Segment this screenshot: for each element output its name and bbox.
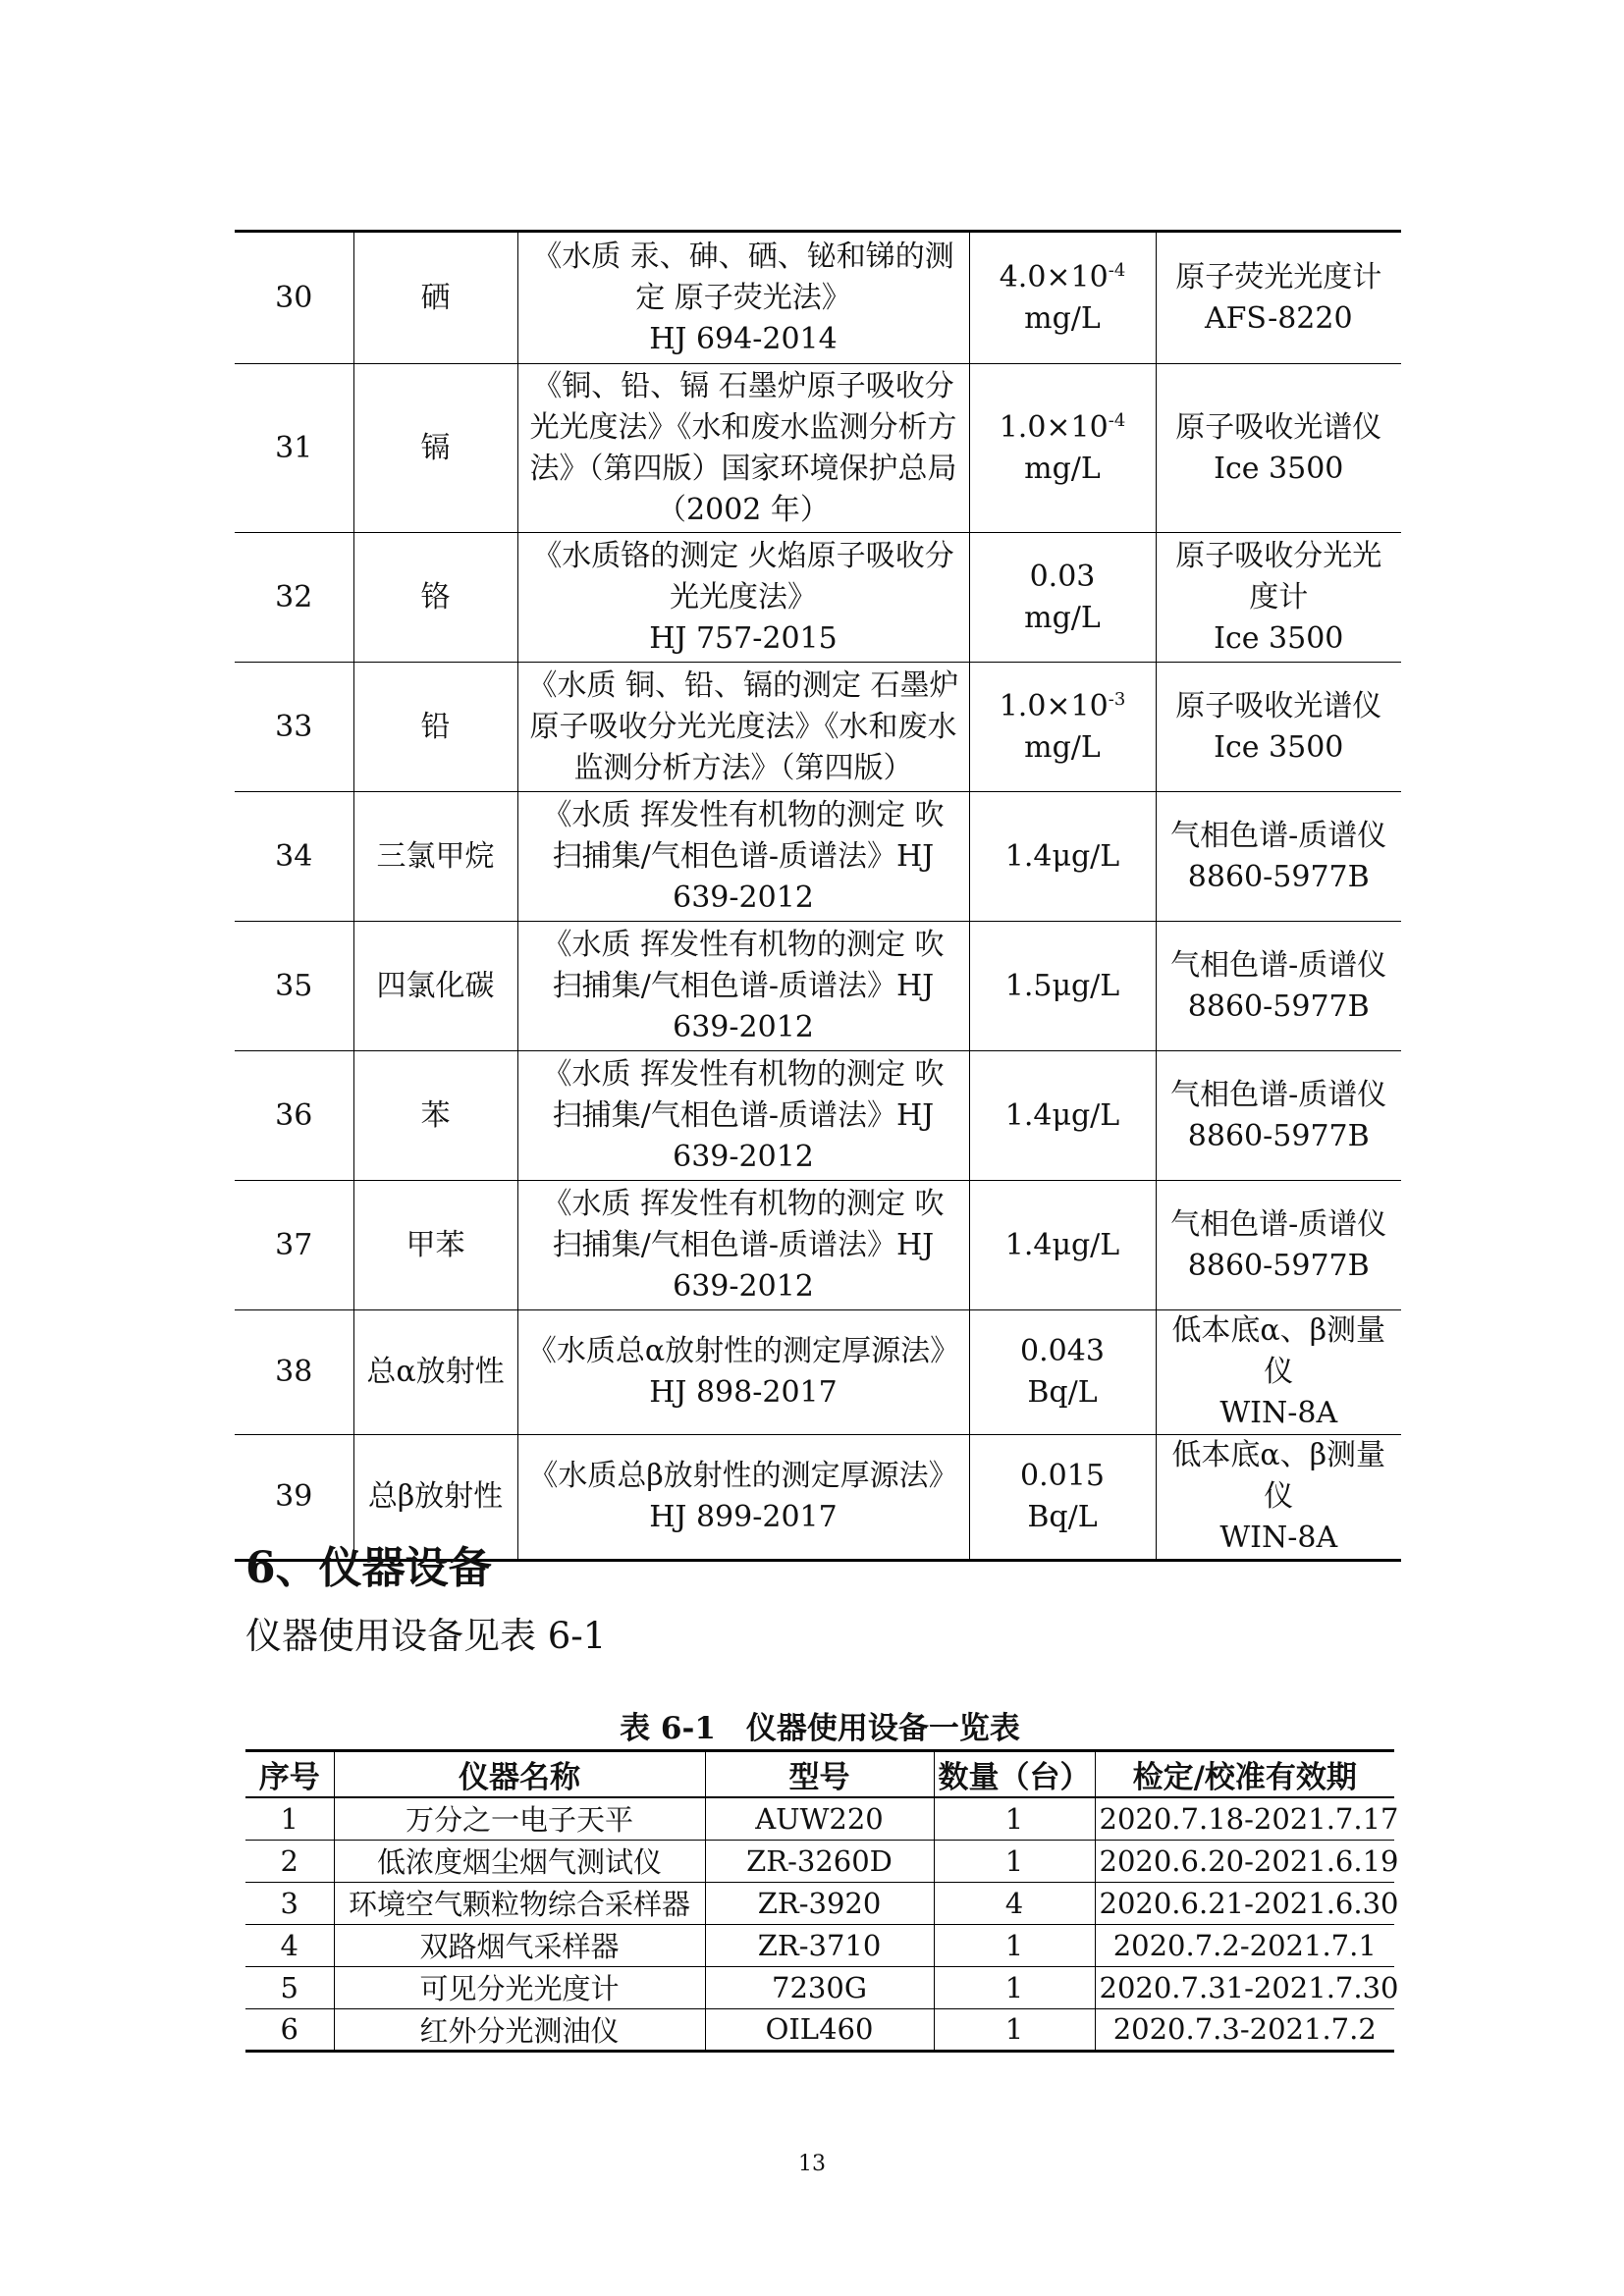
section-heading: 6、仪器设备 <box>245 1543 492 1593</box>
page-number: 13 <box>798 2152 826 2176</box>
limit-value <box>976 257 1150 298</box>
method-line: HJ 694-2014 <box>649 321 838 356</box>
instrument-line: WIN-8A <box>1219 1521 1338 1555</box>
cell-serial: 4 <box>245 1924 334 1966</box>
cell-calibration-validity: 2020.7.18-2021.7.17 <box>1095 1797 1394 1840</box>
method-line: 《水质 汞、砷、硒、铋和锑的测 <box>532 239 954 274</box>
cell-detection-limit <box>969 1181 1156 1310</box>
limit-value <box>976 1095 1150 1137</box>
cell-instrument-name: 红外分光测油仪 <box>334 2008 705 2051</box>
cell-serial: 35 <box>235 922 353 1051</box>
instrument-line: 8860-5977B <box>1187 1248 1370 1283</box>
cell-item: 镉 <box>353 364 517 533</box>
limit-base: 0.015 <box>1020 1459 1105 1493</box>
cell-serial: 3 <box>245 1882 334 1924</box>
cell-serial: 6 <box>245 2008 334 2051</box>
cell-item: 总α放射性 <box>353 1310 517 1435</box>
instrument-line: 低本底α、β测量仪 <box>1171 1313 1386 1389</box>
method-line: 639-2012 <box>673 880 814 915</box>
cell-method <box>517 1051 969 1181</box>
instrument-line: 气相色谱-质谱仪 <box>1170 1206 1387 1242</box>
cell-method <box>517 533 969 663</box>
cell-instrument <box>1156 364 1401 533</box>
cell-instrument <box>1156 1310 1401 1435</box>
instrument-line: 8860-5977B <box>1187 1118 1370 1153</box>
cell-instrument-name: 双路烟气采样器 <box>334 1924 705 1966</box>
method-line: HJ 757-2015 <box>649 620 838 656</box>
method-line: （2002 年） <box>657 492 830 527</box>
cell-detection-limit <box>969 533 1156 663</box>
cell-detection-limit <box>969 232 1156 364</box>
limit-base: 1.4μg/L <box>1004 1227 1120 1262</box>
limit-base: 0.03 <box>1029 559 1096 594</box>
instrument-line: 度计 <box>1249 579 1309 614</box>
method-line: 法》（第四版）国家环境保护总局 <box>529 451 957 486</box>
equipment-table-header-row <box>245 1751 1394 1798</box>
limit-exponent: -4 <box>1108 409 1126 431</box>
method-line: 《水质 铜、铅、镉的测定 石墨炉 <box>527 667 959 703</box>
cell-quantity: 1 <box>934 2008 1095 2051</box>
method-line: 《水质总β放射性的测定厚源法》 <box>528 1459 958 1493</box>
equipment-table-body <box>245 1797 1399 2051</box>
instrument-line: 气相色谱-质谱仪 <box>1170 818 1387 853</box>
cell-instrument <box>1156 1051 1401 1181</box>
cell-method <box>517 792 969 922</box>
header-instrument-name: 仪器名称 <box>334 1751 705 1798</box>
limit-value <box>976 1225 1150 1266</box>
method-line: HJ 899-2017 <box>649 1500 838 1534</box>
equipment-table-row <box>245 1966 1394 2008</box>
cell-detection-limit <box>969 1435 1156 1561</box>
limit-value <box>976 407 1150 449</box>
limit-base: 1.4μg/L <box>1004 1097 1120 1133</box>
cell-serial: 30 <box>235 232 353 364</box>
detection-table-row <box>235 1051 1401 1181</box>
cell-model: AUW220 <box>705 1797 934 1840</box>
cell-item: 苯 <box>353 1051 517 1181</box>
limit-unit: mg/L <box>1024 300 1101 336</box>
detection-method-table <box>235 230 1401 1562</box>
instrument-line: Ice 3500 <box>1214 620 1344 656</box>
detection-table-row <box>235 792 1401 922</box>
method-line: 原子吸收分光光度法》《水和废水 <box>529 709 957 744</box>
cell-serial: 32 <box>235 533 353 663</box>
cell-item: 总β放射性 <box>353 1435 517 1561</box>
cell-method <box>517 232 969 364</box>
method-line: 《水质 挥发性有机物的测定 吹 <box>542 1186 945 1221</box>
method-line: 639-2012 <box>673 1009 814 1044</box>
method-line: 639-2012 <box>673 1268 814 1304</box>
detection-table-row <box>235 232 1401 364</box>
instrument-line: 原子吸收光谱仪 <box>1175 688 1382 723</box>
cell-item: 甲苯 <box>353 1181 517 1310</box>
method-line: 定 原子荧光法》 <box>635 280 851 315</box>
cell-quantity: 1 <box>934 1966 1095 2008</box>
cell-item: 三氯甲烷 <box>353 792 517 922</box>
cell-instrument-name: 低浓度烟尘烟气测试仪 <box>334 1840 705 1882</box>
cell-instrument <box>1156 922 1401 1051</box>
instrument-line: 原子荧光光度计 <box>1175 259 1382 294</box>
cell-quantity: 1 <box>934 1924 1095 1966</box>
cell-item: 四氯化碳 <box>353 922 517 1051</box>
cell-serial: 39 <box>235 1435 353 1561</box>
method-line: HJ 898-2017 <box>649 1375 838 1410</box>
cell-instrument <box>1156 533 1401 663</box>
method-line: 扫捕集/气相色谱-质谱法》HJ <box>552 1097 935 1133</box>
limit-value <box>976 686 1150 727</box>
limit-base: 1.0×10 <box>999 688 1109 723</box>
cell-serial: 37 <box>235 1181 353 1310</box>
cell-instrument <box>1156 792 1401 922</box>
cell-method <box>517 364 969 533</box>
cell-instrument <box>1156 1435 1401 1561</box>
equipment-table-row <box>245 1882 1394 1924</box>
header-model: 型号 <box>705 1751 934 1798</box>
cell-detection-limit <box>969 663 1156 792</box>
limit-base: 1.5μg/L <box>1004 968 1120 1003</box>
detection-table-row <box>235 1310 1401 1435</box>
method-line: 光光度法》《水和废水监测分析方 <box>529 409 957 445</box>
cell-instrument-name: 万分之一电子天平 <box>334 1797 705 1840</box>
cell-model: ZR-3710 <box>705 1924 934 1966</box>
method-line: 《铜、铅、镉 石墨炉原子吸收分 <box>532 368 954 403</box>
cell-detection-limit <box>969 792 1156 922</box>
detection-table-row <box>235 364 1401 533</box>
method-line: 《水质总α放射性的测定厚源法》 <box>526 1334 960 1368</box>
cell-serial: 36 <box>235 1051 353 1181</box>
instrument-line: WIN-8A <box>1219 1396 1338 1430</box>
instrument-line: 气相色谱-质谱仪 <box>1170 1077 1387 1112</box>
cell-calibration-validity: 2020.6.20-2021.6.19 <box>1095 1840 1394 1882</box>
method-line: 扫捕集/气相色谱-质谱法》HJ <box>552 838 935 874</box>
table-caption: 表 6-1 仪器使用设备一览表 <box>620 1711 1020 1746</box>
detection-table-row <box>235 922 1401 1051</box>
limit-exponent: -3 <box>1108 688 1126 710</box>
cell-quantity: 1 <box>934 1840 1095 1882</box>
instrument-line: AFS-8220 <box>1204 300 1353 336</box>
limit-base: 4.0×10 <box>999 259 1109 294</box>
cell-method <box>517 663 969 792</box>
cell-method <box>517 1181 969 1310</box>
method-line: 《水质 挥发性有机物的测定 吹 <box>542 1056 945 1092</box>
limit-base: 0.043 <box>1020 1334 1105 1368</box>
detection-table-row <box>235 1181 1401 1310</box>
cell-detection-limit <box>969 1310 1156 1435</box>
cell-model: ZR-3920 <box>705 1882 934 1924</box>
equipment-table-row <box>245 1840 1394 1882</box>
equipment-table-row <box>245 2008 1394 2051</box>
method-line: 639-2012 <box>673 1139 814 1174</box>
limit-base: 1.4μg/L <box>1004 838 1120 874</box>
cell-instrument <box>1156 232 1401 364</box>
method-line: 《水质铬的测定 火焰原子吸收分 <box>532 538 954 573</box>
instrument-line: 原子吸收光谱仪 <box>1175 409 1382 445</box>
instrument-line: Ice 3500 <box>1214 451 1344 486</box>
detection-table-row <box>235 533 1401 663</box>
limit-unit: mg/L <box>1024 729 1101 765</box>
method-line: 光光度法》 <box>670 579 817 614</box>
cell-quantity: 1 <box>934 1797 1095 1840</box>
limit-value <box>976 1456 1150 1497</box>
cell-method <box>517 1310 969 1435</box>
cell-calibration-validity: 2020.7.3-2021.7.2 <box>1095 2008 1394 2051</box>
cell-detection-limit <box>969 1051 1156 1181</box>
header-serial: 序号 <box>245 1751 334 1798</box>
instrument-line: 8860-5977B <box>1187 859 1370 894</box>
cell-serial: 34 <box>235 792 353 922</box>
equipment-table-row <box>245 1924 1394 1966</box>
instrument-line: 气相色谱-质谱仪 <box>1170 947 1387 983</box>
limit-value <box>976 836 1150 878</box>
method-line: 《水质 挥发性有机物的测定 吹 <box>542 797 945 832</box>
instrument-line: Ice 3500 <box>1214 729 1344 765</box>
cell-method <box>517 1435 969 1561</box>
cell-model: ZR-3260D <box>705 1840 934 1882</box>
cell-calibration-validity: 2020.7.31-2021.7.30 <box>1095 1966 1394 2008</box>
limit-unit: mg/L <box>1024 451 1101 486</box>
cell-serial: 38 <box>235 1310 353 1435</box>
equipment-table <box>245 1749 1399 2053</box>
cell-method <box>517 922 969 1051</box>
cell-serial: 5 <box>245 1966 334 2008</box>
cell-model: OIL460 <box>705 2008 934 2051</box>
cell-item: 硒 <box>353 232 517 364</box>
limit-unit: Bq/L <box>1027 1375 1098 1410</box>
limit-value <box>976 966 1150 1007</box>
limit-exponent: -4 <box>1108 259 1126 281</box>
detection-method-table-body <box>235 232 1401 1561</box>
cell-serial: 2 <box>245 1840 334 1882</box>
detection-table-row <box>235 663 1401 792</box>
cell-serial: 33 <box>235 663 353 792</box>
section-intro: 仪器使用设备见表 6-1 <box>245 1615 607 1657</box>
instrument-line: 低本底α、β测量仪 <box>1171 1438 1386 1514</box>
cell-detection-limit <box>969 364 1156 533</box>
cell-calibration-validity: 2020.7.2-2021.7.1 <box>1095 1924 1394 1966</box>
instrument-line: 原子吸收分光光 <box>1175 538 1382 573</box>
cell-instrument-name: 可见分光光度计 <box>334 1966 705 2008</box>
cell-serial: 1 <box>245 1797 334 1840</box>
header-calibration-validity: 检定/校准有效期 <box>1095 1751 1394 1798</box>
cell-instrument <box>1156 663 1401 792</box>
cell-instrument <box>1156 1181 1401 1310</box>
limit-value <box>976 1331 1150 1372</box>
cell-item: 铬 <box>353 533 517 663</box>
cell-model: 7230G <box>705 1966 934 2008</box>
method-line: 扫捕集/气相色谱-质谱法》HJ <box>552 968 935 1003</box>
limit-value <box>976 557 1150 598</box>
cell-instrument-name: 环境空气颗粒物综合采样器 <box>334 1882 705 1924</box>
cell-detection-limit <box>969 922 1156 1051</box>
cell-serial: 31 <box>235 364 353 533</box>
limit-unit: Bq/L <box>1027 1500 1098 1534</box>
header-quantity: 数量（台） <box>934 1751 1095 1798</box>
cell-item: 铅 <box>353 663 517 792</box>
limit-base: 1.0×10 <box>999 409 1109 445</box>
method-line: 监测分析方法》（第四版） <box>573 750 913 785</box>
method-line: 《水质 挥发性有机物的测定 吹 <box>542 927 945 962</box>
equipment-table-row <box>245 1797 1394 1840</box>
cell-calibration-validity: 2020.6.21-2021.6.30 <box>1095 1882 1394 1924</box>
method-line: 扫捕集/气相色谱-质谱法》HJ <box>552 1227 935 1262</box>
cell-quantity: 4 <box>934 1882 1095 1924</box>
instrument-line: 8860-5977B <box>1187 988 1370 1024</box>
limit-unit: mg/L <box>1024 600 1101 635</box>
